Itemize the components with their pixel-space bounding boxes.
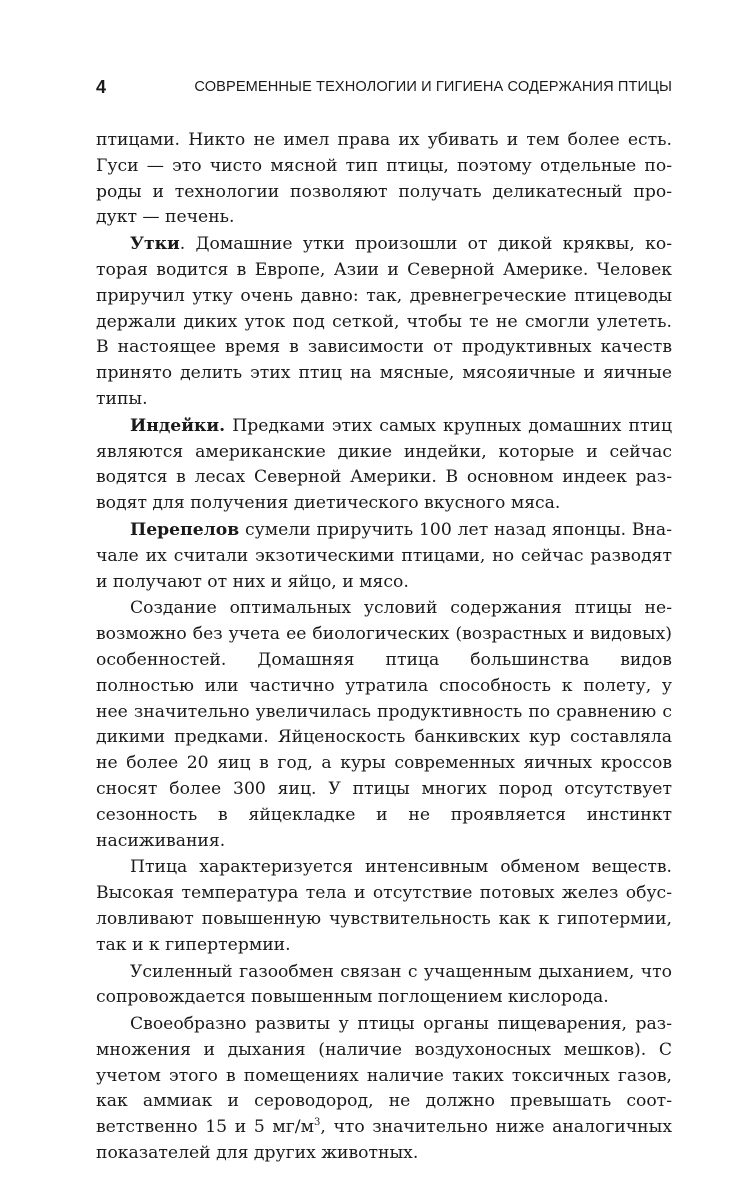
paragraph-text-tail: , что значительно ниже аналогичных показателей для других животных. [96,1117,673,1164]
paragraph-lead: Индейки. [130,415,226,436]
paragraph-text: Усиленный газообмен связан с учащенным дыханием, что сопровождается повышенным поглощением кислорода. [96,961,672,1008]
page-number: 4 [96,77,107,97]
body-text [96,128,672,1168]
paragraph-text: Птица характеризуется интенсивным обменом веществ. Высокая температура тела и отсутствие потовых желез обусловливают повышенную чувствительность как к гипотермии, так и к гипертермии. [96,857,672,955]
paragraph-text: сумели приручить 100 лет назад японцы. Вначале их считали экзотическими птицами, но сейчас разводят и получают от них и яйцо, и мясо. [96,519,672,592]
paragraph-text: птицами. Никто не имел права их убивать и тем более есть. Гуси — это чисто мясной тип птицы, поэтому отдельные породы и технологии позволяют получать деликатесный продукт — печень. [96,130,672,228]
paragraph-ducks [96,232,672,413]
running-title: СОВРЕМЕННЫЕ ТЕХНОЛОГИИ И ГИГИЕНА СОДЕРЖАНИЯ ПТИЦЫ [194,79,672,95]
paragraph-text: . Домашние утки произошли от дикой кряквы, которая водится в Европе, Азии и Северной Америке. Человек приручил утку очень давно: так, древнегреческие птицеводы держали диких уток под сеткой, чтобы те не смогли улететь. В настоящее время в зависимости от продуктивных качеств принято делить этих птиц на мясные, мясояичные и яичные типы. [96,234,672,409]
paragraph-geese-continued [96,128,672,231]
page-header [96,76,672,100]
paragraph-lead: Утки [130,234,180,255]
superscript-exponent: 3 [313,1117,321,1129]
paragraph-lead: Перепелов [130,519,240,540]
paragraph-gas-exchange [96,960,672,1012]
paragraph-text: Создание оптимальных условий содержания птицы невозможно без учета ее биологических (возрастных и видовых) особенностей. Домашняя птица большинства видов полностью или частично утратила способность к полету, у нее значительно увеличилась продуктивность по сравнению с дикими предками. Яйценоскость банкивских кур составляла не более 20 яиц в год, а куры современных яичных кроссов сносят более 300 яиц. У птицы многих пород отсутствует сезонность в яйцекладке и не проявляется инстинкт насиживания. [96,598,672,851]
paragraph-conditions [96,596,672,854]
paragraph-text: Своеобразно развиты у птицы органы пищеварения, размножения и дыхания (наличие воздухоносных мешков). С учетом этого в помещениях наличие таких токсичных газов, как аммиак и сероводород, не должно превышать соответственно 15 и 5 мг/м [96,1014,672,1138]
paragraph-metabolism [96,855,672,958]
paragraph-quails [96,518,672,595]
paragraph-turkeys [96,414,672,517]
paragraph-organs [96,1012,672,1167]
paragraph-text: Предками этих самых крупных домашних птиц являются американские дикие индейки, которые и сейчас водятся в лесах Северной Америки. В основном индеек разводят для получения диетического вкусного мяса. [96,415,672,514]
